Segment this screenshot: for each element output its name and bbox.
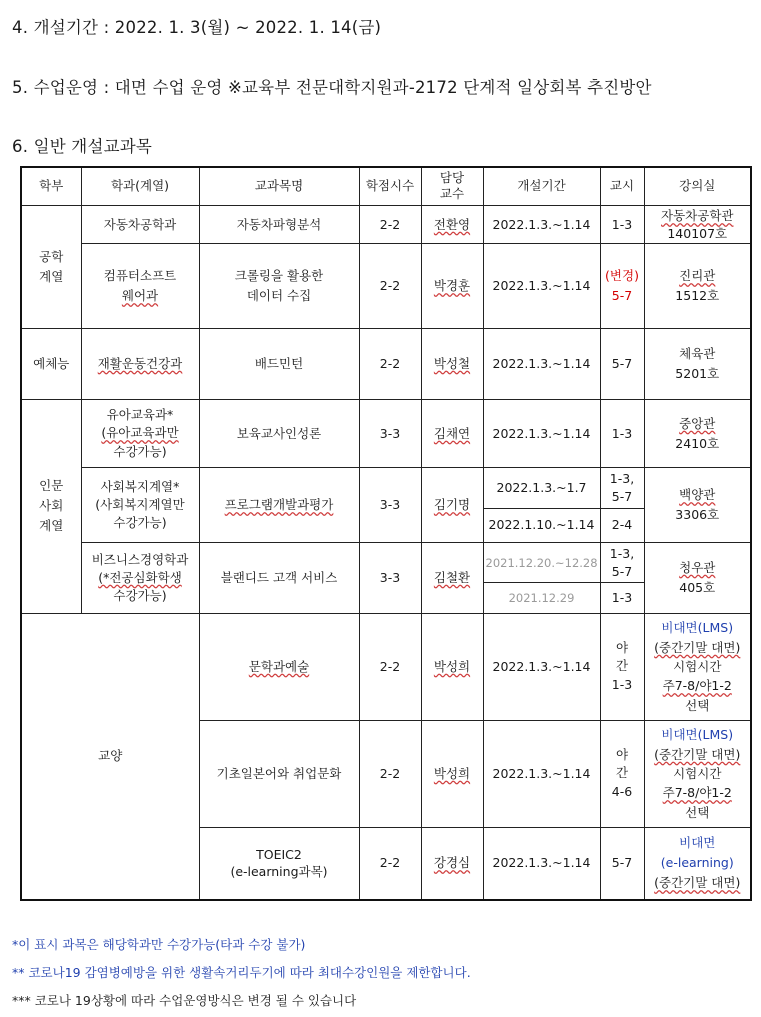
professor-name: 김기명 [433, 497, 471, 513]
professor-name: 김철환 [433, 569, 471, 585]
period-cell: 2022.1.3.~1.14 [483, 329, 600, 400]
period-cell: 2021.12.29 [483, 583, 600, 613]
subject-line: 프로그램개발과평가 [224, 497, 334, 513]
header-professor-bottom: 교수 [439, 186, 465, 202]
room-cell [644, 244, 751, 329]
header-credit: 학점시수 [359, 167, 421, 205]
professor-name: 박성희 [433, 658, 471, 674]
subject-line: 데이터 수집 [246, 288, 312, 304]
subject-line: (e-learning과목) [230, 864, 328, 880]
period-no: 5-7 [611, 288, 633, 304]
room-line: 시험시간 [673, 766, 722, 781]
room-line: (e-learning) [660, 855, 734, 871]
group-engineering [21, 205, 81, 328]
room-line: (중간기말 대면) [654, 875, 741, 891]
room-line: 주7-8/야1-2 [662, 785, 732, 801]
room-building: 체육관 [679, 345, 716, 361]
period-cell: 2022.1.3.~1.14 [483, 205, 600, 243]
room-building: 중앙관 [679, 415, 716, 431]
room-line: (중간기말 대면) [654, 746, 741, 762]
group-line: 사회 [39, 498, 64, 514]
dept-line: 비즈니스경영학과 [91, 551, 189, 567]
footnote-2: ** 코로나19 감염병예방을 위한 생활속거리두기에 따라 최대수강인원을 제한합니다. [12, 965, 471, 980]
dept-line: 컴퓨터소프트 [103, 268, 177, 284]
period-no-cell: 5-7 [600, 827, 644, 900]
room-cell [644, 720, 751, 827]
room-number: 3306호 [675, 507, 720, 523]
period-cell: 2022.1.3.~1.14 [483, 399, 600, 468]
room-number: 1512호 [675, 288, 720, 304]
group-line: 공학 [39, 248, 64, 264]
table-row [21, 399, 751, 468]
period-no: 간 [615, 765, 629, 781]
period-no-cell [600, 720, 644, 827]
room-building: 백양관 [679, 487, 716, 503]
subject-line: 배드민턴 [254, 355, 304, 371]
header-professor-top: 담당 [439, 170, 465, 186]
period-no-cell: 1-3 [600, 205, 644, 243]
period-no: 간 [615, 658, 629, 674]
credit-cell: 2-2 [359, 205, 421, 243]
credit-cell: 3-3 [359, 468, 421, 543]
credit-cell: 3-3 [359, 399, 421, 468]
credit-cell: 2-2 [359, 613, 421, 720]
table-row [21, 244, 751, 329]
professor-cell [421, 329, 483, 400]
period-no: 야 [615, 746, 629, 762]
dept-line: 수강가능) [113, 587, 167, 603]
dept-line: (*전공심화학생 [98, 569, 182, 585]
subject-cell [199, 205, 359, 243]
subject-cell [199, 399, 359, 468]
dept-line: 재활운동건강과 [97, 355, 183, 371]
professor-cell [421, 720, 483, 827]
professor-cell [421, 543, 483, 614]
professor-cell [421, 399, 483, 468]
period-no: 1-3, [609, 545, 635, 561]
subject-cell [199, 244, 359, 329]
period-no: 야 [615, 639, 629, 655]
professor-name: 전환영 [433, 216, 471, 232]
professor-name: 박경훈 [433, 278, 471, 294]
room-cell [644, 613, 751, 720]
room-building: 진리관 [679, 268, 716, 284]
subject-line: 자동차파형분석 [236, 216, 322, 232]
subject-line: 블랜디드 고객 서비스 [220, 569, 338, 585]
room-number: 2410호 [675, 435, 720, 451]
period-no: 5-7 [611, 489, 633, 505]
dept-cell [81, 468, 199, 543]
group-line: 계열 [39, 518, 64, 534]
dept-cell [81, 329, 199, 400]
course-table [20, 166, 752, 901]
period-cell: 2022.1.3.~1.7 [483, 468, 600, 508]
professor-cell [421, 244, 483, 329]
period-no-cell: 2-4 [600, 508, 644, 542]
operation-line: 5. 수업운영 : 대면 수업 운영 ※교육부 전문대학지원과-2172 단계적 일상회복 추진방안 [12, 78, 652, 97]
table-header-row [21, 167, 751, 205]
period-no-cell: 1-3 [600, 583, 644, 613]
room-cell [644, 205, 751, 243]
professor-cell [421, 827, 483, 900]
period-no-cell [600, 543, 644, 583]
dept-cell [81, 205, 199, 243]
room-building: 자동차공학관 [661, 208, 734, 224]
footnote-1: *이 표시 과목은 해당학과만 수강가능(타과 수강 불가) [12, 937, 306, 952]
period-no-cell: 5-7 [600, 329, 644, 400]
subject-cell [199, 720, 359, 827]
group-liberal-arts: 교양 [21, 613, 199, 900]
dept-line: 사회복지계열* [100, 478, 180, 494]
dept-cell [81, 244, 199, 329]
professor-name: 박성철 [433, 355, 471, 371]
period-no-cell: 1-3 [600, 399, 644, 468]
professor-cell [421, 205, 483, 243]
period-no: 5-7 [611, 563, 633, 579]
dept-line: 수강가능) [113, 515, 167, 531]
period-no: 1-3 [611, 677, 633, 693]
room-mode: 비대면(LMS) [661, 727, 734, 743]
period-no: 4-6 [611, 784, 633, 800]
table-row [21, 468, 751, 508]
professor-cell [421, 468, 483, 543]
period-line: 4. 개설기간 : 2022. 1. 3(월) ~ 2022. 1. 14(금) [12, 18, 382, 37]
header-school: 학부 [21, 167, 81, 205]
room-number: 405호 [679, 579, 716, 595]
room-cell [644, 543, 751, 614]
dept-line: 자동차공학과 [103, 216, 177, 232]
room-number: 140107호 [667, 225, 728, 241]
room-cell [644, 468, 751, 543]
professor-name: 강경심 [433, 855, 471, 871]
period-cell: 2022.1.3.~1.14 [483, 720, 600, 827]
period-no-cell [600, 613, 644, 720]
subject-line: 문학과예술 [248, 658, 310, 674]
room-mode: 비대면 [679, 835, 716, 851]
professor-name: 김채연 [433, 425, 471, 441]
room-line: 선택 [685, 697, 710, 713]
period-cell: 2021.12.20.~12.28 [483, 543, 600, 583]
period-cell: 2022.1.10.~1.14 [483, 508, 600, 542]
dept-line: 유아교육과* [106, 407, 174, 423]
period-change-note: (변경) [605, 268, 639, 284]
period-cell: 2022.1.3.~1.14 [483, 244, 600, 329]
dept-cell [81, 399, 199, 468]
period-no: 1-3, [609, 470, 635, 486]
period-cell: 2022.1.3.~1.14 [483, 827, 600, 900]
period-cell: 2022.1.3.~1.14 [483, 613, 600, 720]
header-room: 강의실 [644, 167, 751, 205]
subject-cell [199, 613, 359, 720]
period-no-cell [600, 244, 644, 329]
header-period: 개설기간 [483, 167, 600, 205]
table-row [21, 613, 751, 720]
credit-cell: 2-2 [359, 329, 421, 400]
table-row [21, 543, 751, 583]
header-period-no: 교시 [600, 167, 644, 205]
group-line: 인문 [39, 478, 64, 494]
room-cell [644, 399, 751, 468]
group-humanities [21, 399, 81, 613]
subject-cell [199, 543, 359, 614]
room-mode: 비대면(LMS) [661, 620, 734, 636]
professor-name: 박성희 [433, 765, 471, 781]
table-row [21, 329, 751, 400]
dept-line: (유아교육과만 [101, 425, 179, 441]
dept-line: (사회복지계열만 [95, 497, 185, 513]
dept-line: 수강가능) [113, 443, 167, 459]
room-building: 청우관 [679, 559, 716, 575]
room-line: (중간기말 대면) [654, 639, 741, 655]
room-line: 시험시간 [673, 658, 722, 674]
group-line: 계열 [39, 268, 64, 284]
header-professor [421, 167, 483, 205]
credit-cell: 2-2 [359, 827, 421, 900]
credit-cell: 3-3 [359, 543, 421, 614]
room-cell [644, 827, 751, 900]
header-dept: 학과(계열) [81, 167, 199, 205]
subject-cell [199, 827, 359, 900]
header-subject: 교과목명 [199, 167, 359, 205]
credit-cell: 2-2 [359, 720, 421, 827]
room-line: 선택 [685, 804, 710, 820]
period-no-cell [600, 468, 644, 508]
professor-cell [421, 613, 483, 720]
dept-cell [81, 543, 199, 614]
room-cell [644, 329, 751, 400]
section-title: 6. 일반 개설교과목 [12, 137, 153, 156]
subject-cell [199, 329, 359, 400]
dept-line: 웨어과 [121, 288, 159, 304]
room-number: 5201호 [675, 365, 720, 381]
subject-line: 기초일본어와 취업문화 [216, 765, 342, 781]
footnote-3: *** 코로나 19상황에 따라 수업운영방식은 변경 될 수 있습니다 [12, 993, 357, 1008]
subject-line: 보육교사인성론 [236, 425, 322, 441]
subject-cell [199, 468, 359, 543]
subject-line: 크롤링을 활용한 [234, 268, 324, 284]
room-line: 주7-8/야1-2 [662, 678, 732, 694]
table-row [21, 205, 751, 243]
group-arts: 예체능 [21, 329, 81, 400]
subject-line: TOEIC2 [256, 846, 302, 862]
credit-cell: 2-2 [359, 244, 421, 329]
